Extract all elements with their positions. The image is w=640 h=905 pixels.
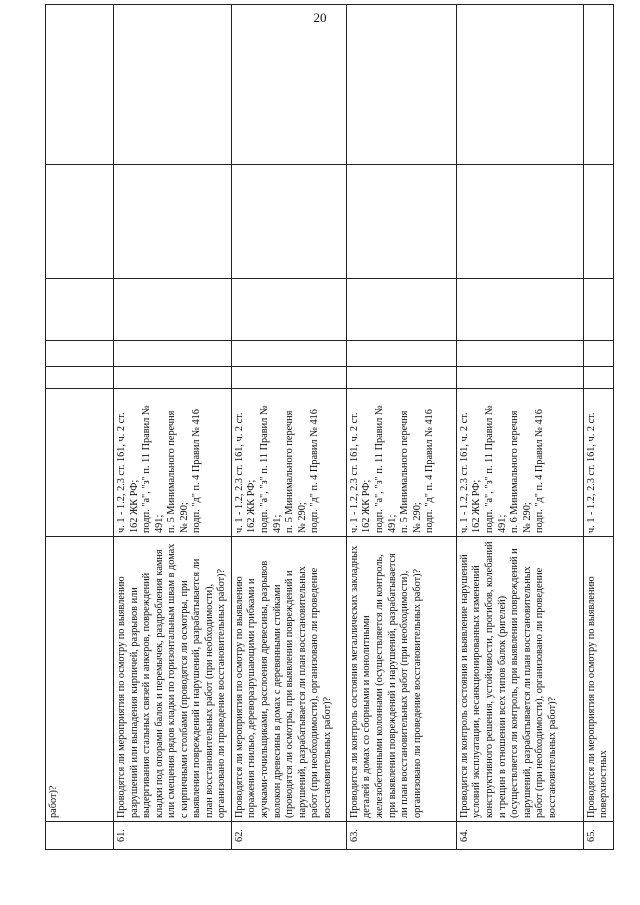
page-number: 20: [313, 10, 327, 25]
row-number: 62.: [231, 822, 346, 850]
note-cell[interactable]: [114, 165, 232, 279]
table-row: [114, 5, 232, 850]
no-cell[interactable]: [346, 341, 456, 367]
legal-basis: ч. 1 - 1.2, 2.3 ст. 161, ч. 2 ст. 162 ЖК РФ; подп. "а", "з" п. 11 Правил № 491; п. 5 Минимального перечня № 290; подп. "д" п. 4 Правил № 416: [346, 389, 456, 537]
note-cell[interactable]: [456, 165, 583, 279]
yes-cell[interactable]: [346, 367, 456, 389]
table-row: [456, 5, 583, 850]
legal-basis: ч. 1 - 1.2, 2.3 ст. 161, ч. 2 ст. 162 ЖК РФ; подп. "а", "з" п. 11 Правил № 491; п. 5 Минимального перечня № 290; подп. "д" п. 4 Правил № 416: [114, 389, 232, 537]
table-row: [346, 5, 456, 850]
yes-cell[interactable]: [583, 367, 613, 389]
remark-cell[interactable]: [583, 5, 613, 165]
table-row: [583, 5, 613, 850]
rotated-table-container: [45, 5, 610, 850]
table-row: [231, 5, 346, 850]
question-text: Проводится ли контроль состояния и выявление нарушений условий эксплуатации, несанкционированных изменений конструктивного решения, устойчивости, прогибов, колебаний и трещин в отношении всех типов балок (ригелей) (осуществляется ли контроль, при выявлении повреждений и нарушений, разрабатывается ли план восстановительных работ (при необходимости), организовано ли проведение восстановительных работ)?: [456, 537, 583, 822]
na-cell[interactable]: [456, 279, 583, 341]
yes-cell[interactable]: [231, 367, 346, 389]
remark-cell[interactable]: [456, 5, 583, 165]
remark-cell[interactable]: [231, 5, 346, 165]
legal-basis: ч. 1 - 1.2, 2.3 ст. 161, ч. 2 ст. 162 ЖК РФ; подп. "а", "з" п. 11 Правил № 491; п. 5 Минимального перечня № 290; подп. "д" п. 4 Правил № 416: [231, 389, 346, 537]
row-number: 61.: [114, 822, 232, 850]
note-cell[interactable]: [231, 165, 346, 279]
no-cell[interactable]: [231, 341, 346, 367]
row-number: 65.: [583, 822, 613, 850]
question-text: Проводятся ли мероприятия по осмотру по выявлению поверхностных: [583, 537, 613, 822]
legal-basis: ч. 1 - 1.2, 2.3 ст. 161, ч. 2 ст.: [583, 389, 613, 537]
remark-cell[interactable]: [346, 5, 456, 165]
no-cell[interactable]: [456, 341, 583, 367]
row-number: 64.: [456, 822, 583, 850]
question-text: Проводятся ли мероприятия по осмотру по выявлению поражения гнилью, дереворазрушающими грибками и жучками-точильщиками, расслоения древесины, разрывов волокон древесины в домах с деревянными стойками (проводятся ли осмотры, при выявлении повреждений и нарушений, разрабатывается ли план восстановительных работ (при необходимости), организовано ли проведение восстановительных работ)?: [231, 537, 346, 822]
note-cell[interactable]: [346, 165, 456, 279]
note-cell[interactable]: [583, 165, 613, 279]
yes-cell[interactable]: [456, 367, 583, 389]
na-cell[interactable]: [231, 279, 346, 341]
question-fragment: работ)?: [46, 537, 114, 822]
na-cell[interactable]: [114, 279, 232, 341]
yes-cell[interactable]: [114, 367, 232, 389]
row-number: 63.: [346, 822, 456, 850]
remark-cell[interactable]: [114, 5, 232, 165]
na-cell[interactable]: [583, 279, 613, 341]
na-cell[interactable]: [346, 279, 456, 341]
question-text: Проводится ли контроль состояния металлических закладных деталей в домах со сборными и монолитными железобетонными колоннами (осуществляется ли контроль, при выявлении повреждений и нарушений, разрабатывается ли план восстановительных работ (при необходимости), организовано ли проведение восстановительных работ)?: [346, 537, 456, 822]
legal-basis: ч. 1 - 1.2, 2.3 ст. 161, ч. 2 ст. 162 ЖК РФ; подп. "а", "з" п. 11 Правил № 491; п. 6 Минимального перечня № 290; подп. "д" п. 4 Правил № 416: [456, 389, 583, 537]
no-cell[interactable]: [583, 341, 613, 367]
checklist-table: [45, 4, 614, 850]
no-cell[interactable]: [114, 341, 232, 367]
table-row: [46, 5, 114, 850]
question-text: Проводятся ли мероприятия по осмотру по выявлению разрушений или выпадения кирпичей, разрывов или выдергивания стальных связей и анкеров, повреждений кладки под опорами балок и перемычек, раздробления камня или смещения рядов кладки по горизонтальным швам в домах с кирпичными столбами (проводятся ли осмотры, при выявлении повреждений и нарушений, разрабатывается ли план восстановительных работ (при необходимости), организовано ли проведение восстановительных работ)?: [114, 537, 232, 822]
